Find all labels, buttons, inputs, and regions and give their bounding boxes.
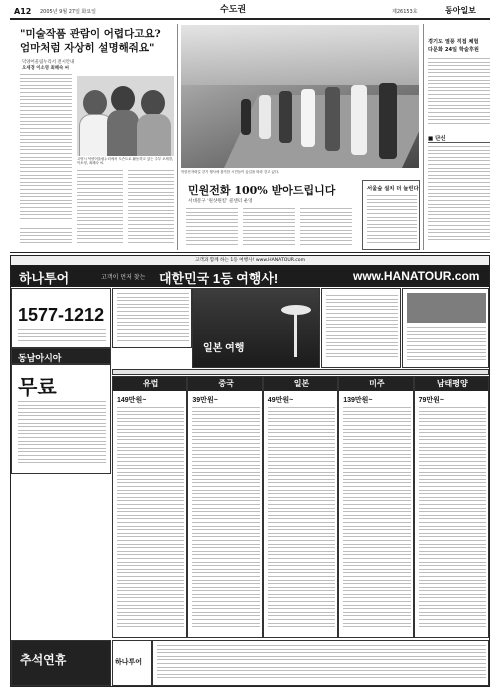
walk-subhead: 서대문구 '원샷원킬' 콜센터 운영 (188, 199, 253, 204)
ad-region-price: 79만원~ (418, 397, 444, 404)
main-story-photo-caption: 고양시 덕양어울림누리에서 도슨트로 활동하고 있는 주부 오세경, 이소영, 최혜숙 씨. (77, 157, 173, 166)
walk-text-col-3 (300, 208, 352, 248)
ad-url: www.HANATOUR.com (353, 269, 480, 283)
walk-text-col-2 (243, 208, 295, 248)
ad-center-label: 일본 여행 (203, 343, 245, 354)
ad-region-cell (263, 376, 338, 638)
mid-right-headline: 서울숲 설치 더 늘린다 (367, 186, 419, 192)
ad-japan-top-cell (321, 288, 401, 368)
walker-1 (241, 99, 251, 135)
ad-right-top-lines (407, 327, 486, 365)
ad-region-label: 중국 (188, 377, 262, 391)
right-top-text (428, 58, 490, 130)
ad-phone-notes (18, 329, 106, 345)
ad-region-price: 149만원~ (117, 397, 147, 404)
ad-region-label: 유럽 (113, 377, 187, 391)
right-column-rule (423, 24, 424, 250)
photo-person-3 (141, 90, 165, 116)
ad-region-price: 39만원~ (192, 397, 218, 404)
ad-bottom-left-label: 추석연휴 (20, 653, 67, 667)
right-top-headline-2: 다문화 24일 학술후원 (428, 47, 479, 53)
ad-region-lines (268, 407, 335, 635)
ad-brand-bar (11, 265, 489, 287)
right-top-headline (428, 38, 479, 54)
ad-bottom-brand-cell (112, 640, 152, 686)
ad-region-lines (117, 407, 184, 635)
ad-region-cell (338, 376, 413, 638)
walk-photo (181, 25, 419, 168)
brief-title: ■ 단신 (428, 136, 446, 142)
page-code: A12 (14, 7, 32, 16)
ad-banner-text: 고객과 함께 하는 1등 여행사! www.HANATOUR.com (194, 258, 306, 263)
walker-7 (379, 83, 397, 159)
walker-5 (325, 87, 340, 151)
ad-phone-cell (11, 288, 111, 348)
main-story-right-rule (177, 24, 178, 250)
ad-promo-cell (11, 364, 111, 474)
main-byline (22, 60, 74, 72)
ad-slogan: 고객이 먼저 찾는 (101, 274, 146, 281)
main-headline-line-2: 엄마처럼 자상히 설명해줘요" (20, 42, 155, 54)
main-headline-line-1: "미술작품 관람이 어렵다고요? (20, 28, 161, 40)
ad-bottom-brand: 하나투어 (115, 659, 143, 666)
walker-2 (259, 95, 271, 139)
main-headline (20, 27, 170, 55)
issue-number: 제26153호 (392, 9, 418, 15)
ad-right-top-cell (402, 288, 489, 368)
ad-japan-top-lines (326, 295, 398, 365)
main-story-photo (77, 76, 174, 156)
ad-brand-logo: 하나투어 (19, 271, 70, 286)
photo-person-1 (83, 90, 107, 116)
ad-left-label-cell (11, 348, 111, 364)
ad-region-label: 남태평양 (415, 377, 489, 391)
ad-region-cell (414, 376, 489, 638)
main-story-text-col-1b (20, 228, 72, 248)
ad-center-text-lines (117, 293, 189, 345)
ad-promo-lines (18, 401, 106, 471)
ad-region-lines (343, 407, 410, 635)
ad-right-top-photo (407, 293, 486, 323)
main-story-text-col-1 (20, 74, 72, 224)
ad-region-price: 139만원~ (343, 397, 373, 404)
ad-region-lines (192, 407, 259, 635)
ad-palm-tree-icon (281, 297, 311, 357)
ad-bottom-strip (152, 640, 489, 686)
brief-rule (428, 142, 490, 143)
walkers-group (241, 81, 411, 161)
ad-top-rule (10, 252, 490, 253)
ad-left-label: 동남아시아 (18, 353, 62, 363)
ad-region-lines (419, 407, 486, 635)
walker-4 (301, 89, 315, 147)
brief-text (428, 146, 490, 248)
header-rule (10, 18, 490, 20)
section-title: 수도권 (220, 5, 247, 15)
walk-headline: 민원전화 100% 받아드립니다 (188, 184, 336, 197)
main-byline-2: 오세경 이소영 최혜숙 씨 (22, 66, 70, 71)
mid-right-text (367, 195, 417, 247)
walker-3 (279, 91, 292, 143)
ad-slogan-main: 대한민국 1등 여행사! (159, 271, 279, 286)
walker-6 (351, 85, 367, 155)
ad-region-price: 49만원~ (267, 397, 294, 404)
walk-text-col-1 (186, 208, 238, 248)
main-byline-1: 덕양어울림누리서 전시안내 (22, 60, 75, 65)
right-top-headline-1: 경기도 열풍 직접 체험 (428, 39, 479, 45)
ad-phone: 1577-1212 (18, 305, 105, 325)
ad-region-strip (112, 369, 489, 375)
ad-promo: 무료 (18, 377, 57, 399)
walk-photo-trees (181, 25, 419, 85)
ad-region-label: 미주 (339, 377, 413, 391)
photo-person-3-body (137, 114, 171, 156)
photo-person-2 (111, 86, 135, 112)
ad-banner-strip (11, 256, 489, 265)
main-story-text-col-3 (128, 170, 174, 248)
ad-center-image-cell (192, 288, 320, 368)
mid-right-box (362, 180, 420, 250)
page-date: 2005년 9월 27일 화요일 (40, 9, 97, 15)
main-story-text-col-2 (77, 170, 123, 248)
ad-region-label: 일본 (264, 377, 338, 391)
ad-bottom-left-cell (11, 640, 111, 686)
walk-photo-caption: 북한산자락길 걷기 행사에 참가한 시민들이 숲길을 따라 걷고 있다. (181, 170, 280, 174)
photo-person-2-body (107, 110, 139, 156)
ad-bottom-lines (157, 645, 486, 683)
ad-region-cell (187, 376, 262, 638)
paper-logo: 동아일보 (445, 6, 476, 15)
ad-region-cell (112, 376, 187, 638)
ad-center-text-cell (112, 288, 192, 348)
